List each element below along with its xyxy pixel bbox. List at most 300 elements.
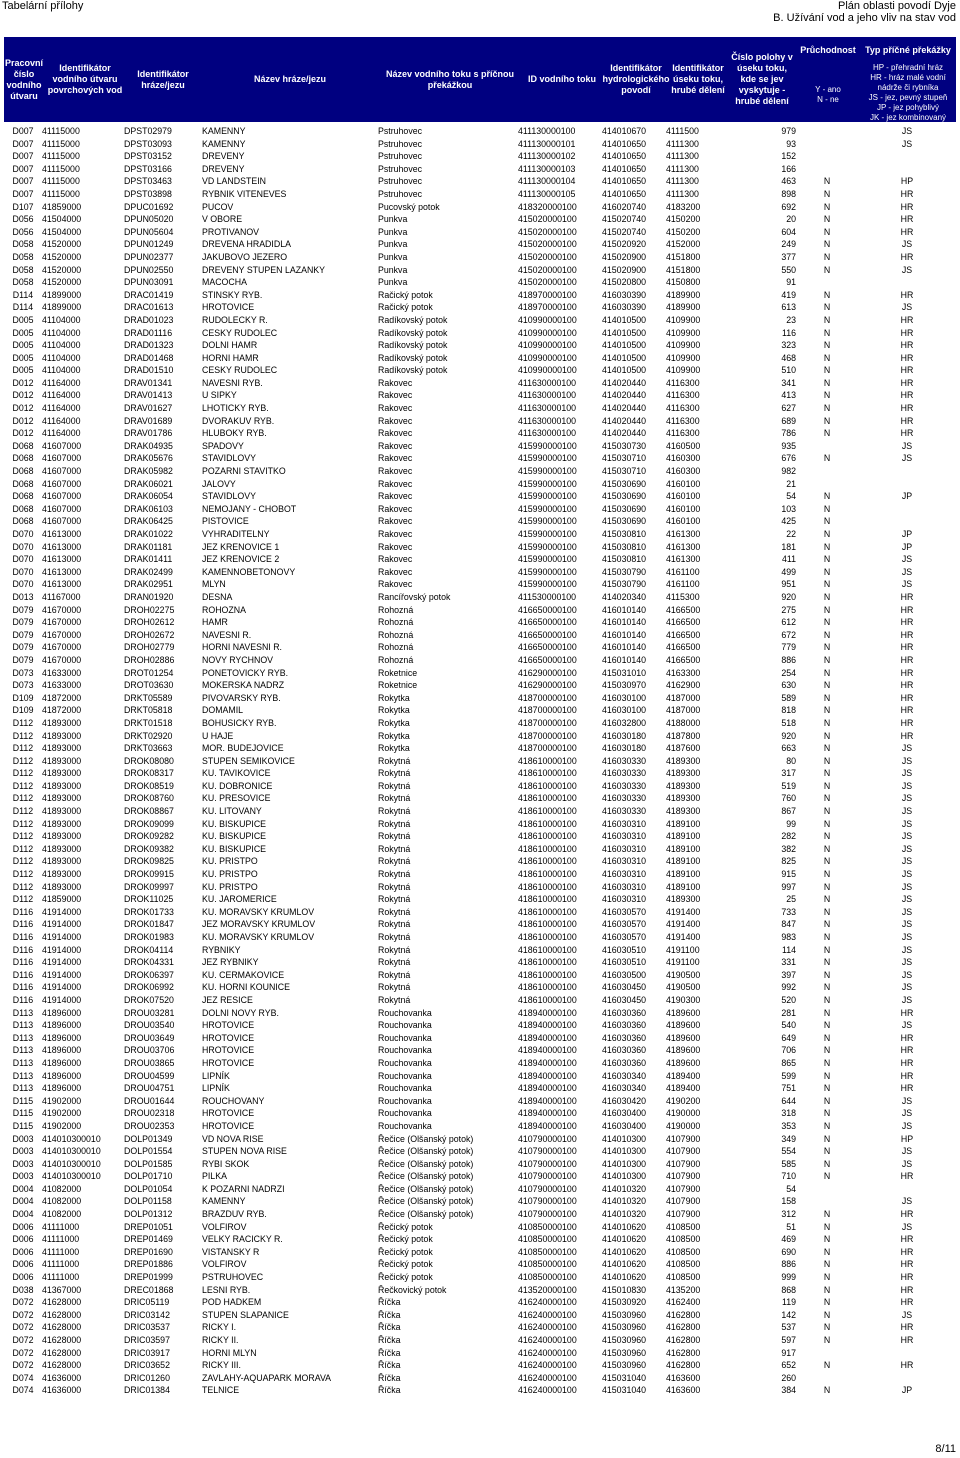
cell-watercourse-id: 418610000100: [518, 919, 577, 930]
cell-water-body-number: D113: [12, 1070, 34, 1081]
cell-watercourse-id: 416650000100: [518, 642, 577, 653]
cell-watercourse-name: Rouchovanka: [378, 1057, 432, 1068]
cell-passability: N: [823, 529, 831, 539]
table-row: [4, 1145, 956, 1158]
cell-passability: N: [823, 1057, 831, 1068]
cell-passability: N: [823, 226, 831, 237]
cell-section-id: 4107900: [666, 1196, 701, 1207]
cell-position-number: 331: [781, 957, 796, 968]
cell-dam-weir-id: DREP01690: [124, 1246, 173, 1257]
cell-water-body-id: 41367000: [42, 1284, 82, 1295]
cell-basin-id: 416030390: [602, 302, 647, 313]
cell-water-body-id: 41607000: [42, 503, 82, 514]
cell-water-body-id: 41504000: [42, 214, 82, 225]
cell-position-number: 760: [781, 793, 796, 804]
cell-section-id: 4151800: [666, 251, 701, 262]
cell-watercourse-name: Pstruhovec: [378, 138, 423, 149]
cell-obstacle-type: HR: [900, 314, 914, 325]
cell-passability: N: [823, 717, 831, 728]
cell-section-id: 4166500: [666, 654, 701, 665]
cell-dam-weir-id: DRAK02951: [124, 579, 173, 590]
cell-water-body-id: 41607000: [42, 440, 82, 451]
cell-watercourse-name: Rakovec: [378, 453, 413, 464]
table-row: [4, 855, 956, 868]
cell-position-number: 281: [781, 1007, 796, 1018]
table-row: [4, 679, 956, 692]
cell-watercourse-name: Říčka: [378, 1360, 401, 1371]
cell-dam-weir-name: DOLNI HAMR: [202, 340, 258, 351]
cell-dam-weir-name: NAVESNI R.: [202, 629, 252, 640]
cell-position-number: 181: [781, 541, 796, 552]
table-row: [4, 339, 956, 352]
cell-obstacle-type: JP: [901, 491, 913, 502]
table-row: [4, 150, 956, 163]
cell-section-id: 4150200: [666, 214, 701, 225]
cell-basin-id: 416030570: [602, 919, 647, 930]
cell-watercourse-id: 410850000100: [518, 1259, 577, 1270]
cell-basin-id: 416030310: [602, 881, 647, 892]
cell-dam-weir-id: DROU02318: [124, 1108, 175, 1119]
cell-passability: N: [823, 1007, 831, 1018]
cell-dam-weir-id: DROK09915: [124, 869, 174, 880]
cell-watercourse-id: 410990000100: [518, 314, 577, 325]
cell-section-id: 4107900: [666, 1158, 701, 1169]
cell-dam-weir-name: KU. BISKUPICE: [202, 843, 267, 854]
cell-section-id: 4160300: [666, 453, 701, 464]
cell-watercourse-name: Rouchovanka: [378, 1070, 432, 1081]
cell-water-body-number: D004: [12, 1183, 34, 1194]
cell-watercourse-id: 411130000103: [518, 163, 576, 174]
cell-watercourse-name: Rokytka: [378, 705, 410, 716]
cell-dam-weir-id: DRKT05589: [124, 692, 173, 703]
cell-basin-id: 414010300: [602, 1133, 647, 1144]
cell-passability: N: [823, 579, 831, 590]
cell-position-number: 920: [781, 591, 796, 602]
cell-passability: N: [823, 1297, 831, 1308]
cell-dam-weir-id: DROK06992: [124, 982, 174, 993]
cell-obstacle-type: HR: [900, 730, 914, 741]
cell-section-id: 4109900: [666, 327, 701, 338]
cell-watercourse-name: Radíkovský potok: [378, 327, 448, 338]
cell-position-number: 690: [781, 1246, 796, 1257]
cell-watercourse-id: 410850000100: [518, 1221, 577, 1232]
cell-section-id: 4111300: [666, 188, 699, 199]
cell-dam-weir-name: VOLFIROV: [202, 1221, 247, 1232]
cell-dam-weir-id: DROH02275: [124, 604, 175, 615]
cell-water-body-number: D079: [12, 654, 34, 665]
cell-water-body-number: D005: [12, 340, 34, 351]
cell-dam-weir-name: JEZ RYBNIKY: [202, 957, 259, 968]
cell-dam-weir-name: HROTOVICE: [202, 1057, 255, 1068]
cell-water-body-number: D005: [12, 327, 34, 338]
cell-watercourse-name: Rokytná: [378, 869, 411, 880]
cell-basin-id: 414010650: [602, 176, 647, 187]
document-header-right: [773, 0, 956, 24]
cell-basin-id: 415030960: [602, 1347, 647, 1358]
cell-position-number: 520: [781, 994, 796, 1005]
cell-water-body-number: D072: [12, 1322, 34, 1333]
cell-section-id: 4189300: [666, 894, 701, 905]
cell-position-number: 886: [781, 654, 796, 665]
table-row: [4, 276, 956, 289]
cell-watercourse-name: Rakovec: [378, 466, 413, 477]
cell-position-number: 676: [781, 453, 796, 464]
cell-section-id: 4183200: [666, 201, 701, 212]
table-row: [4, 377, 956, 390]
cell-water-body-id: 41115000: [42, 176, 80, 187]
cell-obstacle-type: HR: [900, 1070, 914, 1081]
cell-dam-weir-name: STUPEN SEMIKOVICE: [202, 755, 295, 766]
table-row: [4, 667, 956, 680]
cell-section-id: 4160100: [666, 478, 701, 489]
cell-watercourse-id: 415990000100: [518, 478, 577, 489]
cell-dam-weir-id: DRAC01419: [124, 289, 174, 300]
cell-dam-weir-name: POZARNI STAVITKO: [202, 466, 286, 477]
cell-water-body-number: D115: [12, 1095, 34, 1106]
cell-dam-weir-name: PUCOV: [202, 201, 234, 212]
cell-position-number: 54: [786, 491, 796, 502]
cell-watercourse-id: 418940000100: [518, 1095, 577, 1106]
table-row: [4, 201, 956, 214]
cell-section-id: 4190000: [666, 1108, 701, 1119]
cell-dam-weir-id: DROK08317: [124, 768, 174, 779]
obstacle-type-legend: [860, 63, 956, 123]
cell-dam-weir-name: NAVESNI RYB.: [202, 377, 263, 388]
cell-position-number: 93: [786, 138, 796, 149]
cell-water-body-number: D058: [12, 239, 34, 250]
cell-section-id: 4108500: [666, 1246, 701, 1257]
cell-water-body-id: 41115000: [42, 188, 80, 199]
cell-section-id: 4160100: [666, 516, 701, 527]
cell-watercourse-name: Řečice (Olšanský potok): [378, 1196, 474, 1207]
cell-dam-weir-id: DPUN02377: [124, 251, 174, 262]
cell-position-number: 519: [781, 780, 796, 791]
cell-section-id: 4189300: [666, 780, 701, 791]
cell-dam-weir-id: DRAD01116: [124, 327, 173, 338]
cell-passability: N: [823, 1120, 831, 1131]
cell-dam-weir-name: MACOCHA: [202, 277, 247, 288]
cell-section-id: 4152000: [666, 239, 701, 250]
cell-basin-id: 414010500: [602, 314, 647, 325]
cell-position-number: 99: [786, 818, 796, 829]
cell-passability: [796, 138, 858, 151]
table-row: [4, 591, 956, 604]
cell-section-id: 4189100: [666, 818, 701, 829]
cell-water-body-id: 41111000: [42, 1272, 80, 1283]
cell-dam-weir-id: DPUN01249: [124, 239, 174, 250]
cell-obstacle-type: HR: [900, 1322, 914, 1333]
table-row: [4, 944, 956, 957]
cell-watercourse-name: Rokytná: [378, 806, 411, 817]
cell-watercourse-name: Říčka: [378, 1372, 401, 1383]
cell-position-number: 119: [781, 1297, 796, 1308]
cell-water-body-id: 41633000: [42, 680, 82, 691]
cell-dam-weir-name: KU. PRISTPO: [202, 881, 258, 892]
cell-passability: N: [823, 302, 831, 313]
cell-basin-id: 416030500: [602, 969, 647, 980]
cell-dam-weir-id: DPUN05020: [124, 214, 174, 225]
cell-basin-id: 414010650: [602, 138, 647, 149]
cell-dam-weir-name: DOLNI NOVY RYB.: [202, 1007, 279, 1018]
cell-section-id: 4115300: [666, 591, 700, 602]
cell-position-number: 413: [781, 390, 796, 401]
cell-obstacle-type: JS: [901, 566, 913, 577]
table-row: [4, 931, 956, 944]
cell-basin-id: 414010500: [602, 327, 647, 338]
cell-watercourse-id: 410850000100: [518, 1234, 577, 1245]
cell-water-body-number: D056: [12, 214, 34, 225]
table-row: [4, 868, 956, 881]
cell-water-body-number: D012: [12, 428, 34, 439]
cell-watercourse-id: 411630000100: [518, 403, 577, 414]
table-row: [4, 604, 956, 617]
cell-water-body-id: 41520000: [42, 251, 82, 262]
table-row: [4, 1107, 956, 1120]
cell-water-body-id: 41914000: [42, 969, 82, 980]
cell-obstacle-type: JS: [901, 264, 913, 275]
chapter-title: B. Užívání vod a jeho vliv na stav vod: [773, 12, 956, 24]
cell-position-number: 282: [781, 831, 796, 842]
cell-water-body-number: D112: [12, 780, 34, 791]
cell-dam-weir-name: KU. CERMAKOVICE: [202, 969, 285, 980]
cell-obstacle-type: HR: [900, 1272, 914, 1283]
cell-dam-weir-id: DRKT05818: [124, 705, 173, 716]
cell-water-body-id: 41893000: [42, 831, 82, 842]
cell-watercourse-name: Řečice (Olšanský potok): [378, 1171, 474, 1182]
cell-passability: [796, 465, 858, 478]
cell-basin-id: 416030330: [602, 780, 647, 791]
cell-obstacle-type: JS: [901, 1309, 913, 1320]
cell-section-id: 4162900: [666, 680, 701, 691]
cell-section-id: 4189400: [666, 1083, 701, 1094]
cell-watercourse-name: Rakovec: [378, 529, 413, 539]
cell-watercourse-id: 415990000100: [518, 453, 577, 464]
cell-position-number: 260: [781, 1372, 796, 1383]
cell-water-body-id: 41872000: [42, 692, 82, 703]
cell-obstacle-type: HR: [900, 617, 914, 628]
cell-position-number: 51: [786, 1221, 796, 1232]
cell-basin-id: 416010140: [602, 629, 647, 640]
cell-obstacle-type: HR: [900, 692, 914, 703]
table-row: [4, 1309, 956, 1322]
cell-water-body-id: 41115000: [42, 138, 80, 149]
cell-passability: N: [823, 503, 831, 514]
cell-dam-weir-id: DPUC01692: [124, 201, 174, 212]
cell-water-body-number: D006: [12, 1221, 34, 1232]
table-row: [4, 1296, 956, 1309]
cell-water-body-number: D112: [12, 755, 34, 766]
cell-watercourse-name: Rokytná: [378, 856, 411, 867]
cell-watercourse-id: 418940000100: [518, 1032, 577, 1043]
cell-dam-weir-id: DROU03706: [124, 1045, 175, 1056]
cell-water-body-id: 41111000: [42, 1234, 80, 1245]
cell-dam-weir-name: JAKUBOVO JEZERO: [202, 251, 288, 262]
table-row: [4, 1032, 956, 1045]
cell-section-id: 4109900: [666, 365, 701, 376]
cell-position-number: 847: [781, 919, 796, 930]
cell-obstacle-type: JP: [901, 529, 913, 539]
cell-dam-weir-name: KAMENNOBETONOVY: [202, 566, 296, 577]
cell-passability: N: [823, 856, 831, 867]
cell-section-id: 4160100: [666, 503, 701, 514]
cell-dam-weir-id: DPUN02550: [124, 264, 174, 275]
cell-obstacle-type: JS: [901, 138, 913, 149]
cell-dam-weir-name: V OBORE: [202, 214, 243, 225]
cell-dam-weir-name: HORNI NAVESNI R.: [202, 642, 282, 653]
cell-basin-id: 416030570: [602, 906, 647, 917]
cell-water-body-number: D116: [12, 932, 34, 942]
cell-obstacle-type: [858, 1372, 956, 1385]
cell-watercourse-name: Rohozná: [378, 654, 414, 665]
cell-water-body-id: 41914000: [42, 957, 82, 968]
table-row: [4, 843, 956, 856]
table-row: [4, 981, 956, 994]
cell-basin-id: 416030340: [602, 1070, 647, 1081]
cell-dam-weir-name: BRAZDUV RYB.: [202, 1209, 267, 1220]
cell-water-body-number: D113: [12, 1007, 34, 1018]
cell-obstacle-type: HR: [900, 717, 914, 728]
cell-position-number: 589: [781, 692, 796, 703]
cell-watercourse-name: Rakovec: [378, 440, 413, 451]
cell-position-number: 349: [781, 1133, 796, 1144]
cell-basin-id: 416030100: [602, 692, 647, 703]
cell-basin-id: 415020740: [602, 226, 647, 237]
cell-water-body-number: D072: [12, 1347, 34, 1358]
cell-obstacle-type: HR: [900, 629, 914, 640]
cell-passability: N: [823, 1335, 831, 1345]
cell-passability: [796, 1372, 858, 1385]
cell-obstacle-type: HR: [900, 377, 914, 388]
cell-dam-weir-name: RICKY I.: [202, 1322, 237, 1333]
table-row: [4, 427, 956, 440]
cell-water-body-id: 41607000: [42, 491, 82, 502]
cell-watercourse-id: 415020000100: [518, 214, 577, 225]
table-row: [4, 717, 956, 730]
cell-basin-id: 416030360: [602, 1020, 647, 1031]
cell-basin-id: 415030710: [602, 453, 647, 464]
cell-section-id: 4190500: [666, 969, 701, 980]
cell-dam-weir-name: STAVIDLOVY: [202, 491, 256, 502]
cell-passability: N: [823, 264, 831, 275]
cell-section-id: 4189300: [666, 768, 701, 779]
cell-section-id: 4189300: [666, 793, 701, 804]
cell-passability: N: [823, 340, 831, 351]
cell-water-body-number: D070: [12, 554, 34, 565]
cell-obstacle-type: HR: [900, 201, 914, 212]
cell-watercourse-id: 418610000100: [518, 831, 577, 842]
cell-passability: N: [823, 705, 831, 716]
cell-water-body-id: 41902000: [42, 1095, 82, 1106]
cell-watercourse-id: 410790000100: [518, 1209, 577, 1220]
cell-dam-weir-name: MOR. BUDEJOVICE: [202, 743, 284, 754]
legend-hp: HP - přehradní hráz: [872, 63, 944, 72]
cell-dam-weir-id: DROK08760: [124, 793, 174, 804]
cell-section-id: 4116300: [666, 428, 700, 439]
cell-position-number: 384: [781, 1385, 796, 1396]
cell-watercourse-name: Řečice (Olšanský potok): [378, 1209, 474, 1220]
cell-watercourse-name: Rohozná: [378, 642, 414, 653]
cell-water-body-id: 41893000: [42, 717, 82, 728]
cell-dam-weir-name: STINSKY RYB.: [202, 289, 263, 300]
cell-position-number: 585: [781, 1158, 796, 1169]
cell-water-body-id: 41628000: [42, 1309, 82, 1320]
table-row: [4, 1044, 956, 1057]
cell-water-body-id: 41111000: [42, 1221, 80, 1232]
cell-dam-weir-name: HROTOVICE: [202, 1120, 255, 1131]
cell-dam-weir-name: POD HADKEM: [202, 1297, 262, 1308]
cell-water-body-id: 41896000: [42, 1032, 82, 1043]
cell-water-body-id: 41896000: [42, 1007, 82, 1018]
table-row: [4, 389, 956, 402]
table-row: [4, 1133, 956, 1146]
cell-dam-weir-name: KU. PRESOVICE: [202, 793, 271, 804]
cell-water-body-id: 41164000: [42, 428, 81, 439]
cell-water-body-number: D112: [12, 894, 34, 905]
cell-water-body-number: D079: [12, 604, 34, 615]
cell-watercourse-id: 416240000100: [518, 1385, 577, 1396]
cell-dam-weir-name: NEMOJANY - CHOBOT: [202, 503, 297, 514]
cell-watercourse-id: 418610000100: [518, 806, 577, 817]
cell-position-number: 116: [781, 327, 796, 338]
cell-dam-weir-id: DRIC03917: [124, 1347, 170, 1358]
cell-water-body-number: D112: [12, 717, 34, 728]
cell-dam-weir-id: DPST03152: [124, 151, 172, 162]
table-row: [4, 1334, 956, 1347]
cell-section-id: 4162800: [666, 1322, 701, 1333]
cell-dam-weir-name: KU. BISKUPICE: [202, 818, 267, 829]
cell-watercourse-id: 416650000100: [518, 617, 577, 628]
cell-position-number: 152: [781, 151, 796, 162]
cell-position-number: 411: [781, 554, 796, 565]
cell-position-number: 377: [781, 251, 796, 262]
cell-water-body-number: D068: [12, 478, 34, 489]
cell-dam-weir-name: KU. MORAVSKY KRUMLOV: [202, 932, 315, 942]
table-row: [4, 1183, 956, 1196]
header-water-body-id: Identifikátor vodního útvaru povrchových vod: [47, 63, 123, 95]
table-row: [4, 1258, 956, 1271]
cell-passability: N: [823, 176, 831, 187]
cell-watercourse-id: 418700000100: [518, 717, 577, 728]
cell-dam-weir-name: ZAVLAHY-AQUAPARK MORAVA: [202, 1372, 332, 1383]
cell-dam-weir-id: DRAD01023: [124, 314, 174, 325]
cell-passability: N: [823, 1070, 831, 1081]
cell-obstacle-type: JS: [901, 957, 913, 968]
table-row: [4, 528, 956, 541]
cell-watercourse-id: 416650000100: [518, 654, 577, 665]
cell-water-body-id: 414010300010: [42, 1146, 101, 1157]
cell-dam-weir-id: DROK09382: [124, 843, 174, 854]
cell-water-body-id: 41613000: [42, 579, 82, 590]
cell-passability: N: [823, 566, 831, 577]
cell-passability: N: [823, 667, 831, 678]
cell-dam-weir-name: JALOVY: [202, 478, 236, 489]
cell-passability: N: [823, 780, 831, 791]
cell-dam-weir-id: DOLP01585: [124, 1158, 173, 1169]
cell-dam-weir-name: MLYN: [202, 579, 226, 590]
table-row: [4, 1347, 956, 1360]
cell-position-number: 23: [786, 314, 796, 325]
header-obstacle-type: Typ příčné překážky: [865, 44, 951, 55]
cell-water-body-number: D058: [12, 264, 34, 275]
cell-watercourse-name: Říčka: [378, 1297, 401, 1308]
cell-section-id: 4108500: [666, 1234, 701, 1245]
cell-obstacle-type: JS: [901, 932, 913, 942]
table-row: [4, 251, 956, 264]
cell-basin-id: 416030510: [602, 944, 647, 955]
cell-water-body-id: 41902000: [42, 1120, 82, 1131]
cell-water-body-id: 41899000: [42, 302, 82, 313]
cell-watercourse-name: Řečický potok: [378, 1221, 433, 1232]
